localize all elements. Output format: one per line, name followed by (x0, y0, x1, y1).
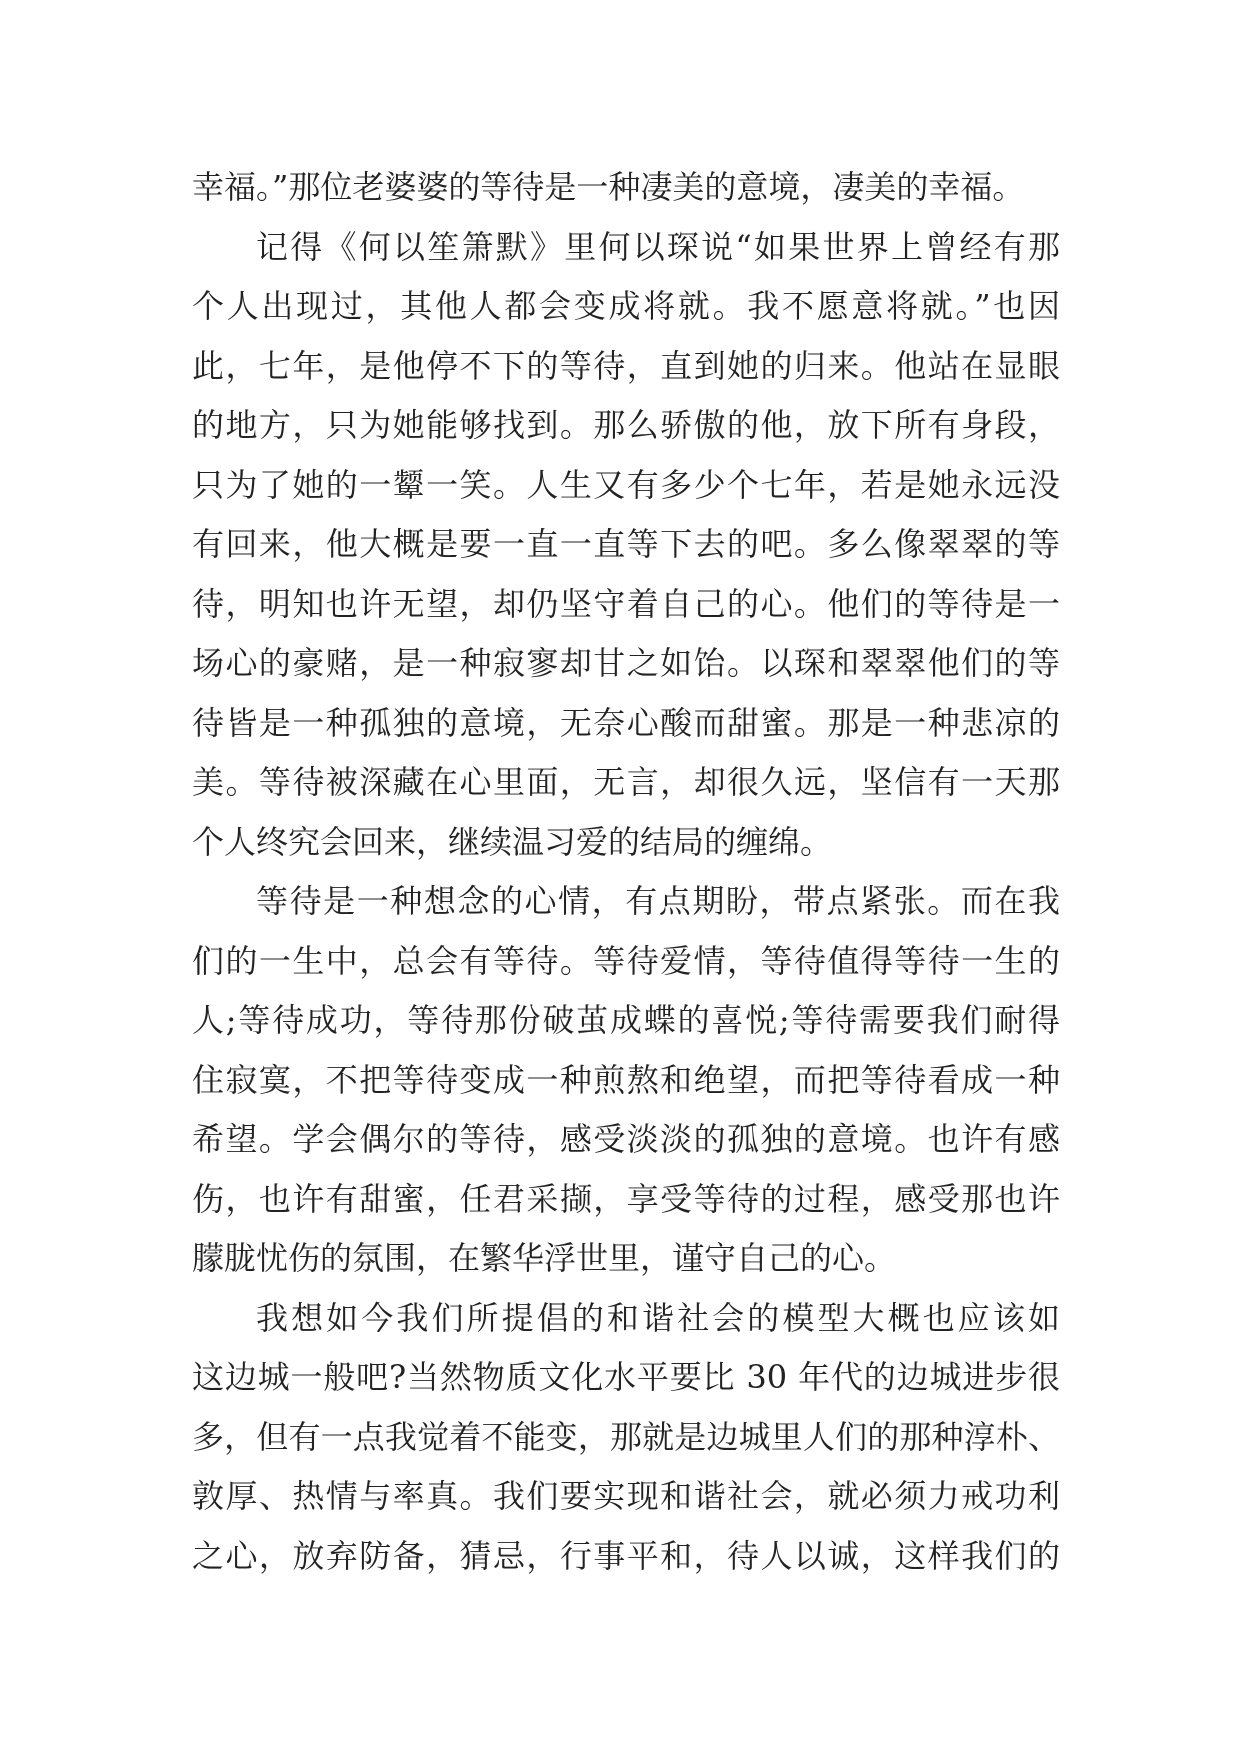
text-line: 待，明知也许无望，却仍坚守着自己的心。他们的等待是一 (192, 584, 1060, 623)
text-line: 的地方，只为她能够找到。那么骄傲的他，放下所有身段， (192, 406, 1060, 444)
paragraph-last-line: 个人终究会回来，继续温习爱的结局的缠绵。 (192, 822, 833, 861)
text-line: 希望。学会偶尔的等待，感受淡淡的孤独的意境。也许有感 (192, 1120, 1060, 1158)
text-line: 人;等待成功，等待那份破茧成蝶的喜悦;等待需要我们耐得 (192, 1001, 1060, 1039)
body-text (192, 158, 1060, 1586)
text-line: 幸福。”那位老婆婆的等待是一种凄美的意境，凄美的幸福。 (192, 168, 1025, 206)
text-line: 们的一生中，总会有等待。等待爱情，等待值得等待一生的 (192, 941, 1060, 980)
paragraph-last-line: 朦胧忧伤的氛围，在繁华浮世里，谨守自己的心。 (192, 1239, 897, 1277)
text-line: 住寂寞，不把等待变成一种煎熬和绝望，而把等待看成一种 (192, 1060, 1060, 1099)
paragraph-first-line: 记得《何以笙箫默》里何以琛说“如果世界上曾经有那 (256, 227, 1060, 266)
text-line: 伤，也许有甜蜜，任君采撷，享受等待的过程，感受那也许 (192, 1179, 1060, 1218)
text-line: 敦厚、热情与率真。我们要实现和谐社会，就必须力戒功利 (192, 1477, 1060, 1515)
text-line: 此，七年，是他停不下的等待，直到她的归来。他站在显眼 (192, 346, 1060, 385)
text-line: 待皆是一种孤独的意境，无奈心酸而甜蜜。那是一种悲凉的 (192, 703, 1060, 742)
text-line: 只为了她的一颦一笑。人生又有多少个七年，若是她永远没 (192, 465, 1060, 504)
text-line: 个人出现过，其他人都会变成将就。我不愿意将就。”也因 (192, 287, 1060, 325)
text-line: 美。等待被深藏在心里面，无言，却很久远，坚信有一天那 (192, 763, 1060, 801)
text-line: 有回来，他大概是要一直一直等下去的吧。多么像翠翠的等 (192, 525, 1060, 563)
text-line: 场心的豪赌，是一种寂寥却甘之如饴。以琛和翠翠他们的等 (192, 644, 1060, 682)
text-line: 多，但有一点我觉着不能变，那就是边城里人们的那种淳朴、 (192, 1417, 1060, 1456)
paragraph-first-line: 等待是一种想念的心情，有点期盼，带点紧张。而在我 (256, 882, 1060, 920)
paragraph-first-line: 我想如今我们所提倡的和谐社会的模型大概也应该如 (256, 1298, 1060, 1337)
text-line: 之心，放弃防备，猜忌，行事平和，待人以诚，这样我们的 (192, 1536, 1060, 1575)
text-line: 这边城一般吧?当然物质文化水平要比 30 年代的边城进步很 (192, 1358, 1060, 1396)
